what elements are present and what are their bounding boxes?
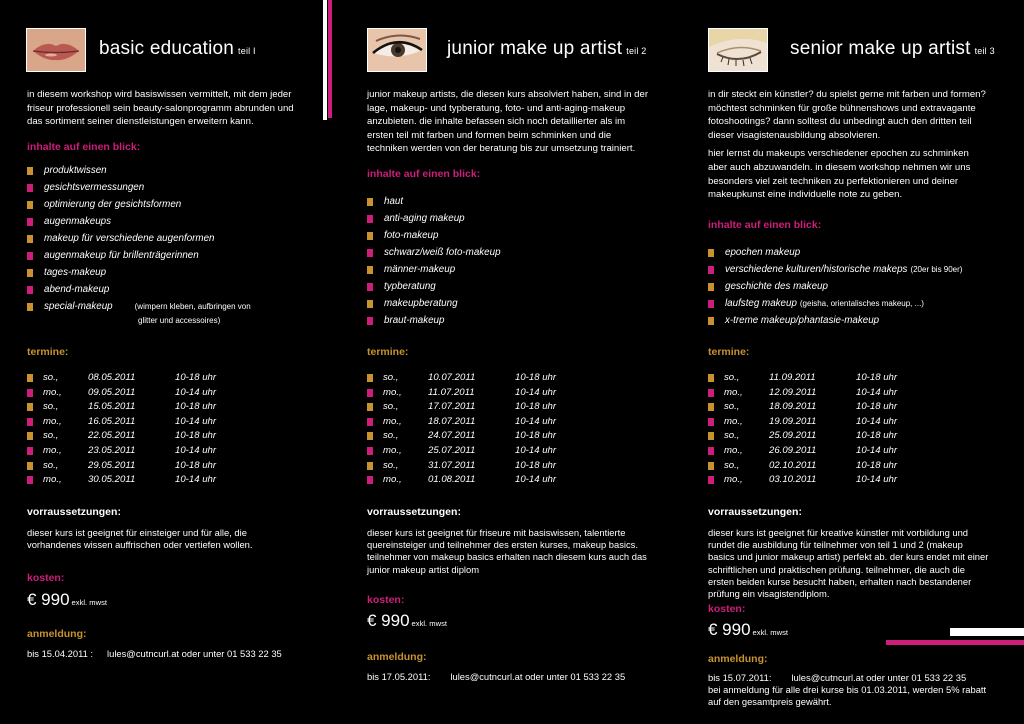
list-item: optimierung der gesichtsformen: [27, 198, 327, 215]
date-row: so., 24.07.2011 10-18 uhr: [367, 429, 627, 444]
list-item: männer-makeup: [367, 263, 667, 280]
dates-heading: termine:: [27, 346, 69, 358]
dates-list: [27, 371, 287, 488]
requirements-text: dieser kurs ist geeignet für friseure mit basiswissen, talentierte quereinsteiger und teilnehmer des ersten kurses, makeup basics. teilnehmer von makeup basics erhalten nach diesem kurs auch das junior makeup artist diplom: [367, 527, 647, 575]
date-row: mo., 19.09.2011 10-14 uhr: [708, 415, 968, 430]
list-item: makeupberatung: [367, 297, 667, 314]
list-item: foto-makeup: [367, 229, 667, 246]
course-part: teil I: [238, 46, 256, 56]
list-item: anti-aging makeup: [367, 212, 667, 229]
date-row: mo., 30.05.2011 10-14 uhr: [27, 473, 287, 488]
cost-heading: kosten:: [708, 603, 746, 615]
requirements-heading: vorraussetzungen:: [708, 506, 802, 518]
date-row: mo., 18.07.2011 10-14 uhr: [367, 415, 627, 430]
course-title: [447, 38, 647, 60]
date-row: so., 08.05.2011 10-18 uhr: [27, 371, 287, 386]
course-title-text: senior make up artist: [790, 38, 971, 59]
course-basic-education: [0, 0, 334, 724]
course-intro: [708, 88, 990, 207]
cost-heading: kosten:: [367, 594, 405, 606]
date-row: so., 31.07.2011 10-18 uhr: [367, 459, 627, 474]
email-link[interactable]: lules@cutncurl.at oder unter 01 533 22 35: [791, 672, 967, 683]
requirements-heading: vorraussetzungen:: [367, 506, 461, 518]
eye-closed-photo: [708, 28, 768, 72]
date-row: so., 25.09.2011 10-18 uhr: [708, 429, 968, 444]
course-junior-make-up-artist: [341, 0, 682, 724]
lips-photo: [26, 28, 86, 72]
date-row: mo., 25.07.2011 10-14 uhr: [367, 444, 627, 459]
eye-photo: [367, 28, 427, 72]
list-item: produktwissen: [27, 164, 327, 181]
list-item: abend-makeup: [27, 283, 327, 300]
course-title: [99, 38, 256, 60]
dates-heading: termine:: [367, 346, 409, 358]
intro-paragraph: in dir steckt ein künstler? du spielst gerne mit farben und formen? möchtest schminken für große bühnenshows und extravagante fotoshootings? dann solltest du unbedingt auch den dritten teil dieser visagistenausbildung absolvieren.: [708, 89, 986, 141]
requirements-text: dieser kurs ist geeignet für einsteiger und für alle, die vorhandenes wissen auffrischen oder vertiefen wollen.: [27, 527, 253, 551]
dates-list: [708, 371, 968, 488]
date-row: so., 17.07.2011 10-18 uhr: [367, 400, 627, 415]
overview-heading: inhalte auf einen blick:: [27, 141, 141, 153]
intro-paragraph: in diesem workshop wird basiswissen vermittelt, mit dem jeder friseur professionell sein beauty-salonprogramm abrunden und das sortiment seiner dienstleistungen erweitern kann.: [27, 89, 294, 128]
registration-info: bis 15.04.2011 : lules@cutncurl.at oder unter 01 533 22 35: [27, 648, 282, 659]
date-row: mo., 26.09.2011 10-14 uhr: [708, 444, 968, 459]
registration-heading: anmeldung:: [367, 651, 427, 663]
list-item: haut: [367, 195, 667, 212]
cost-heading: kosten:: [27, 572, 65, 584]
course-title-text: basic education: [99, 38, 235, 59]
course-part: teil 3: [974, 46, 995, 56]
course-title-text: junior make up artist: [447, 38, 623, 59]
overview-heading: inhalte auf einen blick:: [367, 168, 481, 180]
date-row: so., 18.09.2011 10-18 uhr: [708, 400, 968, 415]
date-row: so., 29.05.2011 10-18 uhr: [27, 459, 287, 474]
registration-heading: anmeldung:: [27, 628, 87, 640]
date-row: so., 11.09.2011 10-18 uhr: [708, 371, 968, 386]
dates-list: [367, 371, 627, 488]
course-part: teil 2: [626, 46, 647, 56]
discount-note: bei anmeldung für alle drei kurse bis 01.03.2011, werden 5% rabatt auf den gesamtpreis gewährt.: [708, 684, 987, 708]
intro-paragraph: junior makeup artists, die diesen kurs absolviert haben, sind in der lage, makeup- und typberatung, foto- und anti-aging-makeup anzubieten. die inhalte befassen sich noch detaillierter als im ersten teil mit farben und formen beim schminken und die techniken werden von der beratung bis zur umsetzung trainiert.: [367, 89, 649, 155]
requirements-heading: vorraussetzungen:: [27, 506, 121, 518]
list-item: schwarz/weiß foto-makeup: [367, 246, 667, 263]
list-item: augenmakeup für brillenträgerinnen: [27, 249, 327, 266]
date-row: mo., 01.08.2011 10-14 uhr: [367, 473, 627, 488]
dates-heading: termine:: [708, 346, 750, 358]
list-item: geschichte des makeup: [708, 280, 1018, 297]
overview-list: [367, 195, 667, 331]
list-item: makeup für verschiedene augenformen: [27, 232, 327, 249]
price: € 990 exkl. mwst: [708, 620, 788, 639]
date-row: so., 10.07.2011 10-18 uhr: [367, 371, 627, 386]
list-item: tages-makeup: [27, 266, 327, 283]
list-item: special-makeup (wimpern kleben, aufbringen von glitter und accessoires): [27, 300, 327, 334]
course-title: [790, 38, 995, 60]
list-item: gesichtsvermessungen: [27, 181, 327, 198]
list-item: typberatung: [367, 280, 667, 297]
course-intro: [367, 88, 649, 161]
date-row: so., 02.10.2011 10-18 uhr: [708, 459, 968, 474]
date-row: mo., 16.05.2011 10-14 uhr: [27, 415, 287, 430]
date-row: mo., 09.05.2011 10-14 uhr: [27, 386, 287, 401]
overview-list: [27, 164, 327, 334]
date-row: so., 15.05.2011 10-18 uhr: [27, 400, 287, 415]
date-row: mo., 03.10.2011 10-14 uhr: [708, 473, 968, 488]
intro-paragraph: hier lernst du makeups verschiedener epochen zu schminken aber auch abzuwandeln. in diesem workshop nehmen wir uns besonders viel zeit techniken zu perfektionieren und deiner makeupkunst eine individuelle note zu geben.: [708, 148, 971, 201]
date-row: mo., 23.05.2011 10-14 uhr: [27, 444, 287, 459]
list-item: verschiedene kulturen/historische makeps (20er bis 90er): [708, 263, 1018, 280]
course-senior-make-up-artist: [682, 0, 1024, 724]
list-item: laufsteg makeup (geisha, orientalisches makeup, ...): [708, 297, 1018, 314]
list-item: epochen makeup: [708, 246, 1018, 263]
date-row: so., 22.05.2011 10-18 uhr: [27, 429, 287, 444]
email-link[interactable]: lules@cutncurl.at oder unter 01 533 22 35: [107, 648, 282, 659]
overview-heading: inhalte auf einen blick:: [708, 219, 822, 231]
price: € 990 exkl. mwst: [27, 590, 107, 609]
course-intro: [27, 88, 311, 134]
registration-heading: anmeldung:: [708, 653, 768, 665]
date-row: mo., 12.09.2011 10-14 uhr: [708, 386, 968, 401]
list-item: x-treme makeup/phantasie-makeup: [708, 314, 1018, 331]
price: € 990 exkl. mwst: [367, 611, 447, 630]
date-row: mo., 11.07.2011 10-14 uhr: [367, 386, 627, 401]
requirements-text: dieser kurs ist geeignet für kreative künstler mit vorbildung und rundet die ausbildung für teilnehmer von teil 1 und 2 (makeup basics und junior makeup artist) perfekt ab. der kurs endet mit einer schriftlichen und praktischen prüfung. teilnehmer, die auch die ersten beiden kurse besucht haben, erhalten nach bestandener prüfung ein visagistendiplom.: [708, 527, 989, 600]
list-item: braut-makeup: [367, 314, 667, 331]
registration-info: bis 17.05.2011: lules@cutncurl.at oder unter 01 533 22 35: [367, 671, 626, 682]
overview-list: [708, 246, 1018, 331]
registration-info: bis 15.07.2011: lules@cutncurl.at oder unter 01 533 22 35: [708, 672, 967, 683]
list-item: augenmakeups: [27, 215, 327, 232]
email-link[interactable]: lules@cutncurl.at oder unter 01 533 22 35: [450, 671, 626, 682]
